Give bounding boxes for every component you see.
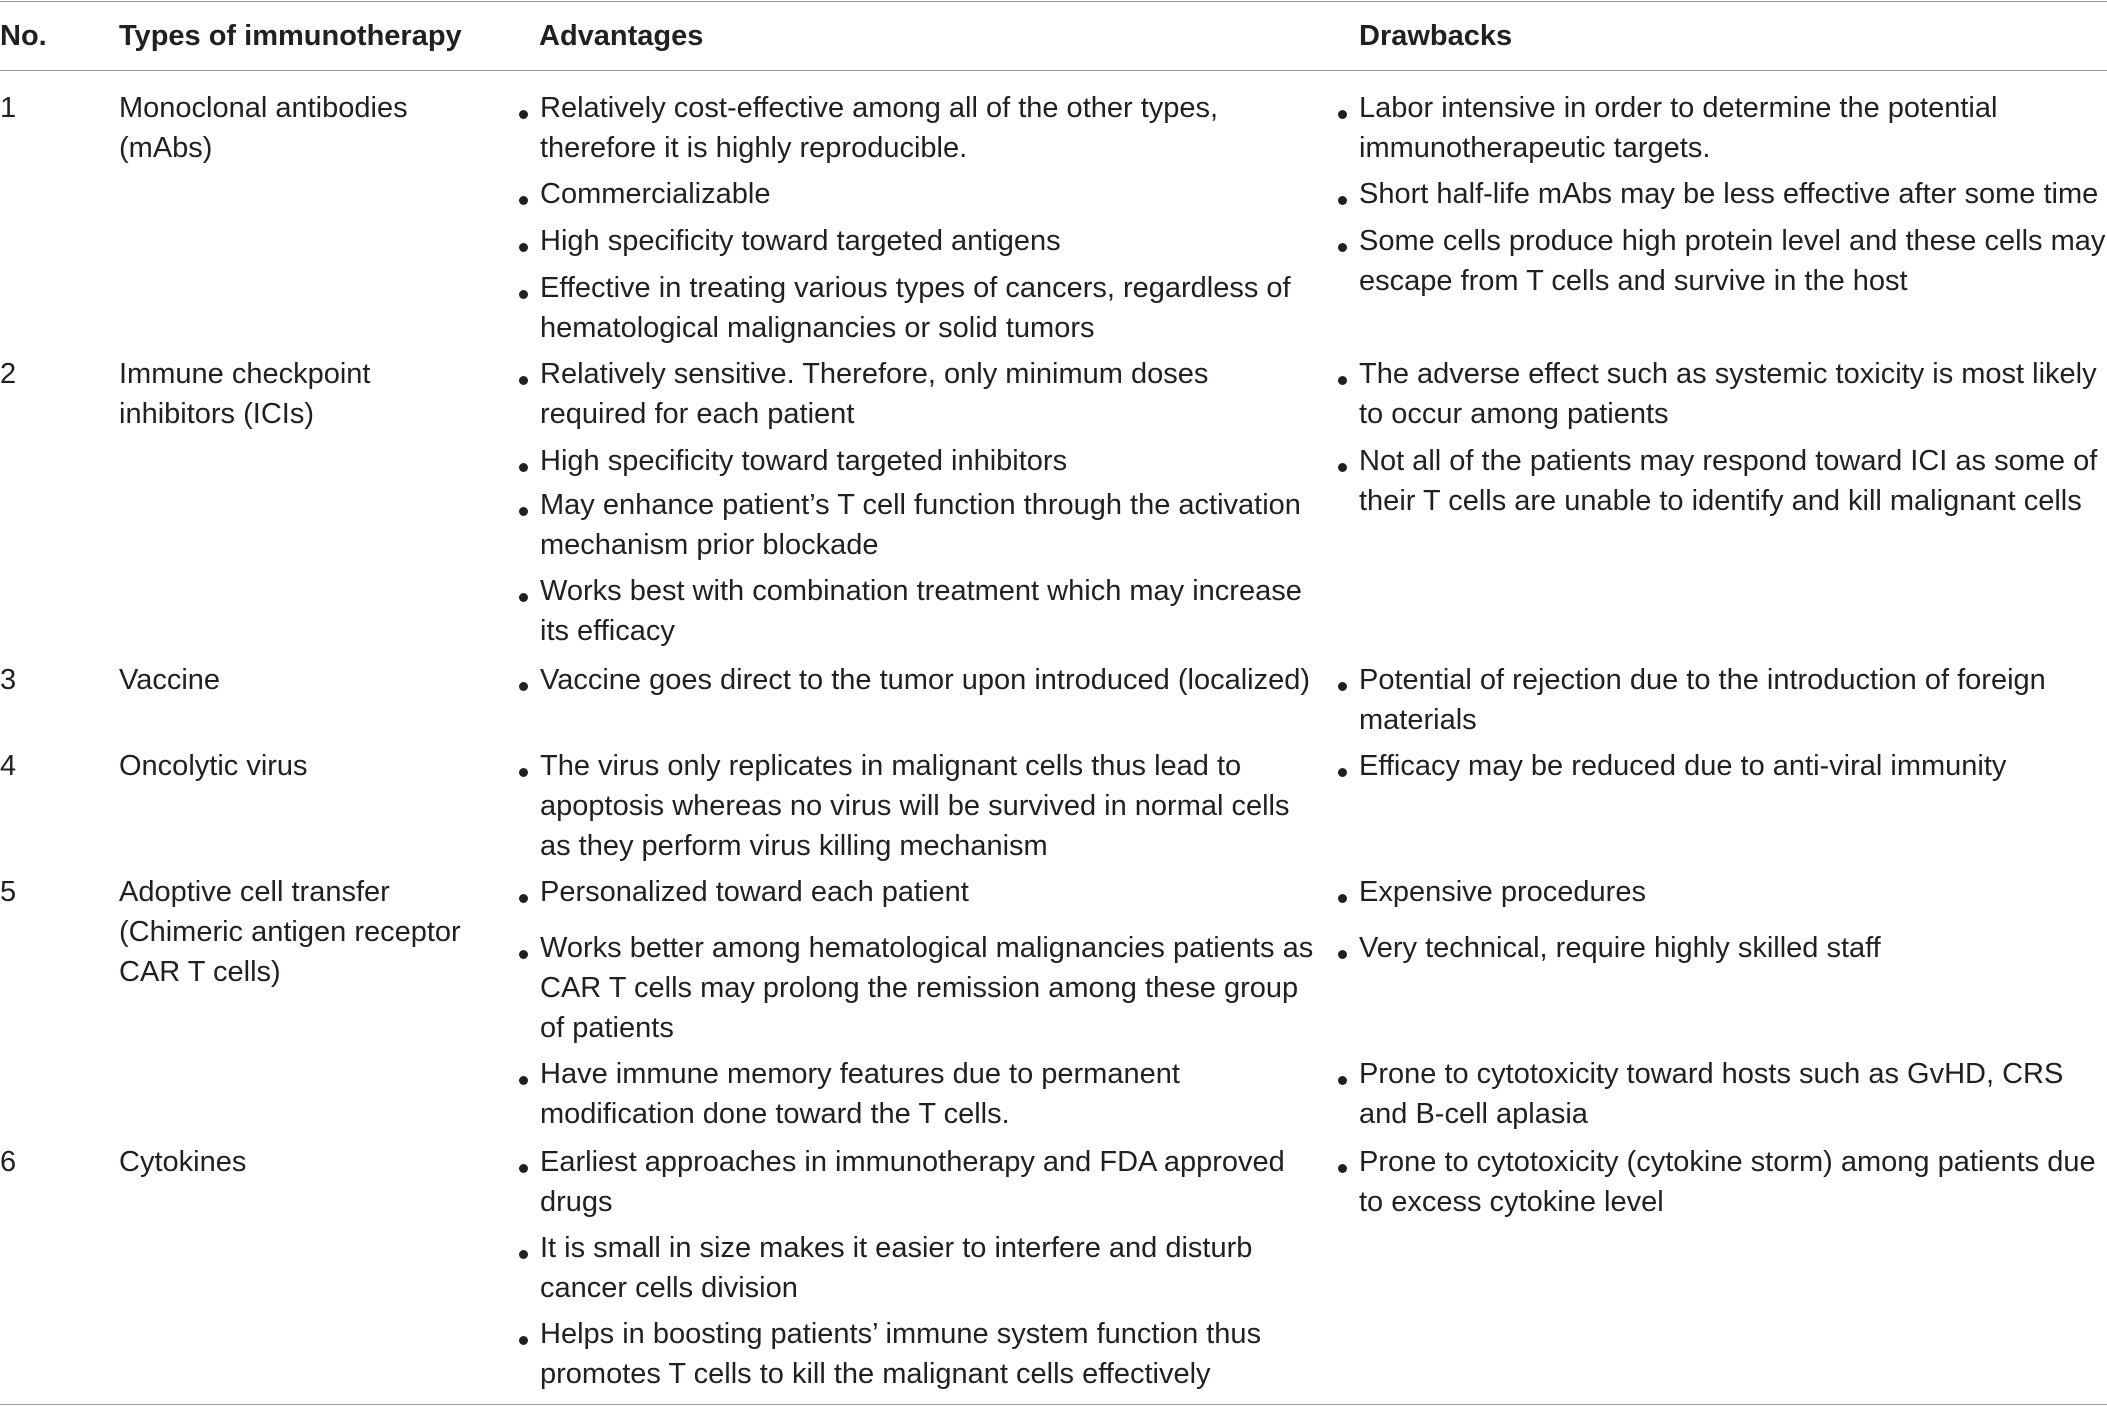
advantage-item: Works best with combination treatment which may increase its efficacy (540, 575, 1302, 647)
header-types: Types of immunotherapy (119, 20, 462, 52)
header-drawbacks: Drawbacks (1359, 20, 1513, 52)
advantage-item: Relatively sensitive. Therefore, only minimum doses required for each patient (540, 358, 1209, 430)
header-advantages: Advantages (539, 20, 704, 52)
advantage-item: Helps in boosting patients’ immune system function thus promotes T cells to kill the malignant cells effectively (540, 1318, 1262, 1390)
advantage-item: High specificity toward targeted inhibitors (540, 445, 1068, 477)
row-6-type: Cytokines (119, 1146, 247, 1178)
row-6-no: 6 (0, 1146, 17, 1178)
row-5-no: 5 (0, 876, 17, 908)
row-1-no: 1 (0, 92, 17, 124)
row-3-type: Vaccine (119, 664, 221, 696)
advantage-item: It is small in size makes it easier to interfere and disturb cancer cells division (540, 1232, 1253, 1304)
advantage-item: Have immune memory features due to permanent modification done toward the T cells. (540, 1058, 1180, 1130)
row-3-no: 3 (0, 664, 17, 696)
drawback-item: Labor intensive in order to determine the potential immunotherapeutic targets. (1359, 92, 1998, 164)
drawback-item: Expensive procedures (1359, 876, 1646, 908)
advantage-item: High specificity toward targeted antigens (540, 225, 1061, 257)
advantage-item: Works better among hematological malignancies patients as CAR T cells may prolong the remission among these group of patients (540, 932, 1314, 1044)
row-1-type: Monoclonal antibodies (mAbs) (119, 92, 408, 164)
advantage-item: Vaccine goes direct to the tumor upon introduced (localized) (540, 664, 1311, 696)
advantage-item: The virus only replicates in malignant cells thus lead to apoptosis whereas no virus will be survived in normal cells as they perform virus killing mechanism (540, 750, 1290, 862)
table-top-rule (0, 1, 2107, 2)
drawback-item: Not all of the patients may respond toward ICI as some of their T cells are unable to identify and kill malignant cells (1359, 445, 2098, 517)
table-bottom-rule (0, 1404, 2107, 1405)
drawback-item: Efficacy may be reduced due to anti-viral immunity (1359, 750, 2007, 782)
drawback-item: Prone to cytotoxicity (cytokine storm) among patients due to excess cytokine level (1359, 1146, 2096, 1218)
row-5-type: Adoptive cell transfer (Chimeric antigen receptor CAR T cells) (119, 876, 461, 988)
header-no: No. (0, 20, 47, 52)
row-4-no: 4 (0, 750, 17, 782)
advantage-item: Effective in treating various types of cancers, regardless of hematological malignancies or solid tumors (540, 272, 1291, 344)
drawback-item: Short half-life mAbs may be less effective after some time (1359, 178, 2099, 210)
advantage-item: Commercializable (540, 178, 771, 210)
drawback-item: Very technical, require highly skilled staff (1359, 932, 1881, 964)
advantage-item: Relatively cost-effective among all of the other types, therefore it is highly reproducible. (540, 92, 1219, 164)
row-2-no: 2 (0, 358, 17, 390)
drawback-item: The adverse effect such as systemic toxicity is most likely to occur among patients (1359, 358, 2097, 430)
drawback-item: Some cells produce high protein level and these cells may escape from T cells and survive in the host (1359, 225, 2106, 297)
advantage-item: Personalized toward each patient (540, 876, 969, 908)
drawback-item: Potential of rejection due to the introduction of foreign materials (1359, 664, 2046, 736)
drawback-item: Prone to cytotoxicity toward hosts such as GvHD, CRS and B-cell aplasia (1359, 1058, 2064, 1130)
advantage-item: Earliest approaches in immunotherapy and FDA approved drugs (540, 1146, 1285, 1218)
row-2-type: Immune checkpoint inhibitors (ICIs) (119, 358, 371, 430)
header-bottom-rule (0, 70, 2107, 71)
advantage-item: May enhance patient’s T cell function through the activation mechanism prior blockade (540, 489, 1301, 561)
row-4-type: Oncolytic virus (119, 750, 308, 782)
